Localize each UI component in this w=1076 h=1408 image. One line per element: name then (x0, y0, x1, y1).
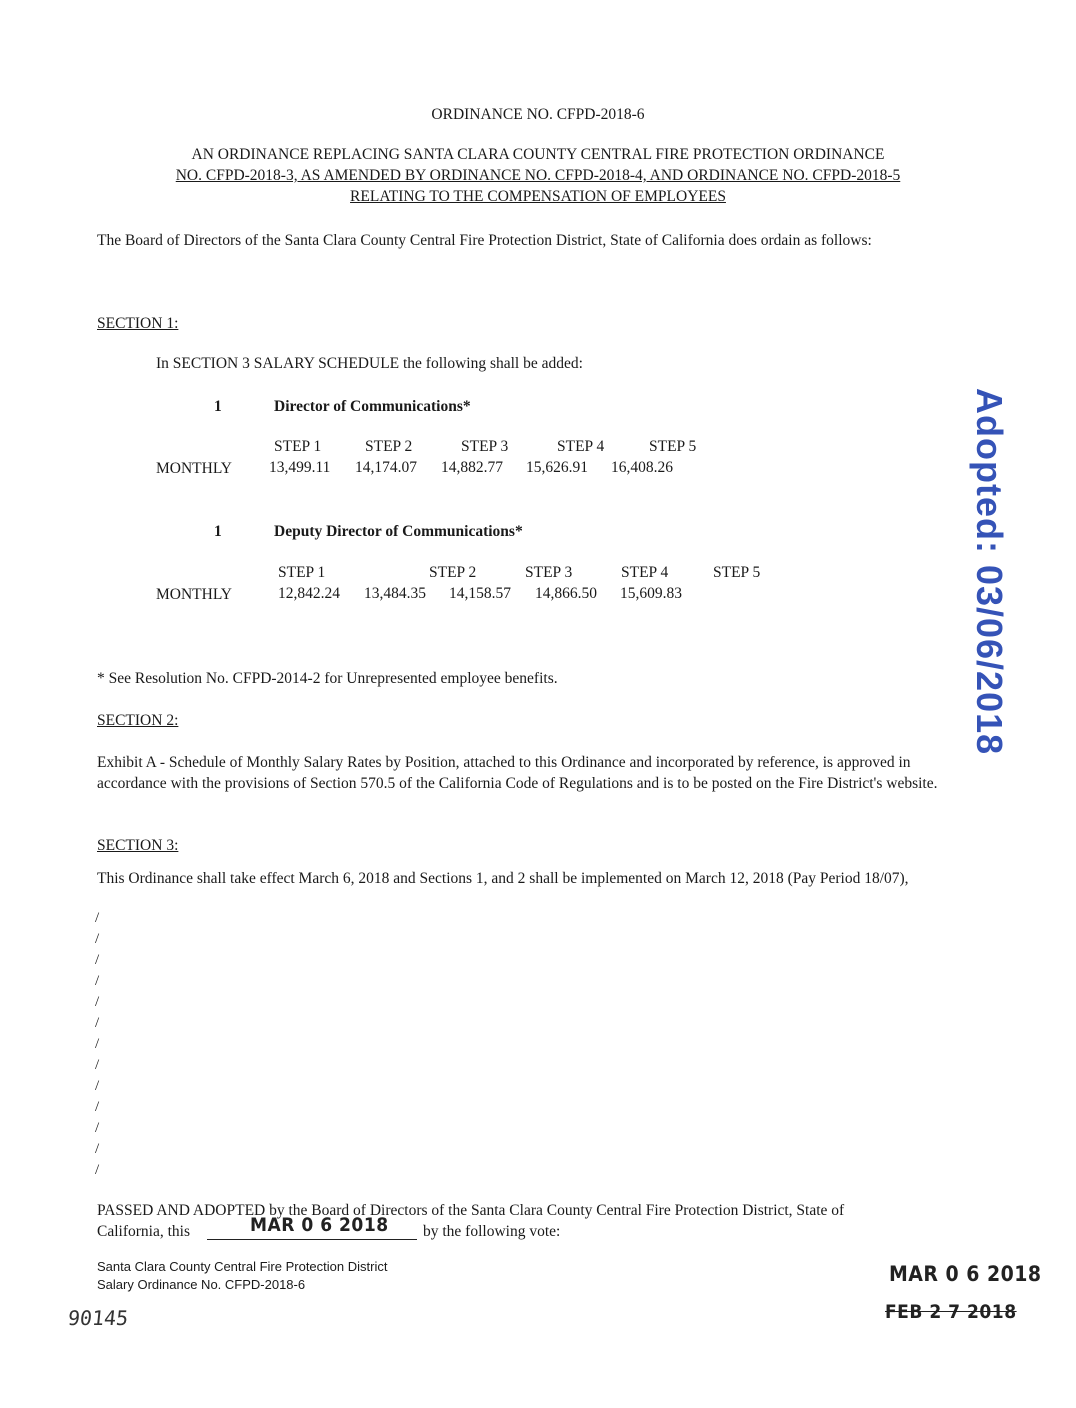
salary-rate: 14,158.57 (449, 585, 511, 602)
step-header: STEP 5 (713, 564, 761, 581)
ordinance-number: ORDINANCE NO. CFPD-2018-6 (431, 106, 645, 123)
slash-mark: / (95, 931, 100, 947)
salary-rate: 14,882.77 (441, 459, 503, 476)
slash-mark: / (95, 994, 100, 1010)
slash-mark: / (95, 952, 100, 968)
slash-mark: / (95, 1036, 100, 1052)
step-header: STEP 4 (557, 438, 605, 455)
step-header: STEP 3 (461, 438, 509, 455)
section-1-intro: In SECTION 3 SALARY SCHEDULE the following shall be added: (156, 355, 583, 372)
section-3-heading: SECTION 3: (97, 837, 179, 854)
step-header: STEP 1 (278, 564, 326, 581)
step-header: STEP 2 (365, 438, 413, 455)
title-line-1: AN ORDINANCE REPLACING SANTA CLARA COUNTY CENTRAL FIRE PROTECTION ORDINANCE (191, 146, 885, 163)
footer-ordinance: Salary Ordinance No. CFPD-2018-6 (97, 1277, 306, 1292)
slash-mark: / (95, 1162, 100, 1178)
position-title: Director of Communications* (274, 398, 471, 415)
section-2-heading: SECTION 2: (97, 712, 179, 729)
position-count: 1 (214, 398, 222, 415)
position-title: Deputy Director of Communications* (274, 523, 523, 540)
footer-district: Santa Clara County Central Fire Protection District (97, 1259, 388, 1274)
slash-mark: / (95, 1099, 100, 1115)
preamble: The Board of Directors of the Santa Clara County Central Fire Protection District, State of California does ordain as follows: (97, 232, 872, 249)
slash-mark: / (95, 1141, 100, 1157)
salary-rate: 15,609.83 (620, 585, 682, 602)
step-header: STEP 1 (274, 438, 322, 455)
slash-mark: / (95, 973, 100, 989)
step-header: STEP 2 (429, 564, 477, 581)
section-3-text: This Ordinance shall take effect March 6, 2018 and Sections 1, and 2 shall be implemented on March 12, 2018 (Pay Period 18/07), (97, 870, 909, 887)
slash-mark: / (95, 1078, 100, 1094)
date-stamp: MAR 0 6 2018 (889, 1262, 1042, 1286)
handwritten-number: 90145 (66, 1306, 130, 1330)
monthly-label: MONTHLY (156, 460, 232, 477)
monthly-label: MONTHLY (156, 586, 232, 603)
slash-mark: / (95, 910, 100, 926)
adopted-stamp: Adopted: 03/06/2018 (969, 388, 1010, 756)
step-header: STEP 5 (649, 438, 697, 455)
footnote: * See Resolution No. CFPD-2014-2 for Unrepresented employee benefits. (97, 670, 558, 687)
title-line-2: NO. CFPD-2018-3, AS AMENDED BY ORDINANCE NO. CFPD-2018-4, AND ORDINANCE NO. CFPD-2018-5 (175, 167, 901, 184)
salary-rate: 13,499.11 (269, 459, 331, 476)
adoption-date-stamp: MAR 0 6 2018 (250, 1214, 389, 1236)
step-header: STEP 4 (621, 564, 669, 581)
section-2-text: Exhibit A - Schedule of Monthly Salary Rates by Position, attached to this Ordinance and incorporated by reference, is approved in accordance with the provisions of Section 570.5 of the California Code of Regulations and is to be posted on the Fire District's website. (97, 754, 938, 792)
slash-mark: / (95, 1120, 100, 1136)
passed-line-1: PASSED AND ADOPTED by the Board of Directors of the Santa Clara County Central Fire Protection District, State of (97, 1202, 845, 1219)
title-line-3: RELATING TO THE COMPENSATION OF EMPLOYEES (350, 188, 726, 205)
slash-mark: / (95, 1057, 100, 1073)
passed-line-2-suffix: by the following vote: (423, 1223, 561, 1240)
step-header: STEP 3 (525, 564, 573, 581)
section-1-heading: SECTION 1: (97, 315, 179, 332)
signature-date-blank (207, 1239, 417, 1240)
position-count: 1 (214, 523, 222, 540)
salary-rate: 15,626.91 (526, 459, 588, 476)
salary-rate: 14,174.07 (355, 459, 417, 476)
salary-rate: 14,866.50 (535, 585, 597, 602)
salary-rate: 16,408.26 (611, 459, 673, 476)
salary-rate: 13,484.35 (364, 585, 426, 602)
passed-line-2-prefix: California, this (97, 1223, 190, 1240)
salary-rate: 12,842.24 (278, 585, 340, 602)
slash-mark: / (95, 1015, 100, 1031)
struck-date-stamp: FEB 2 7 2018 (885, 1301, 1017, 1323)
